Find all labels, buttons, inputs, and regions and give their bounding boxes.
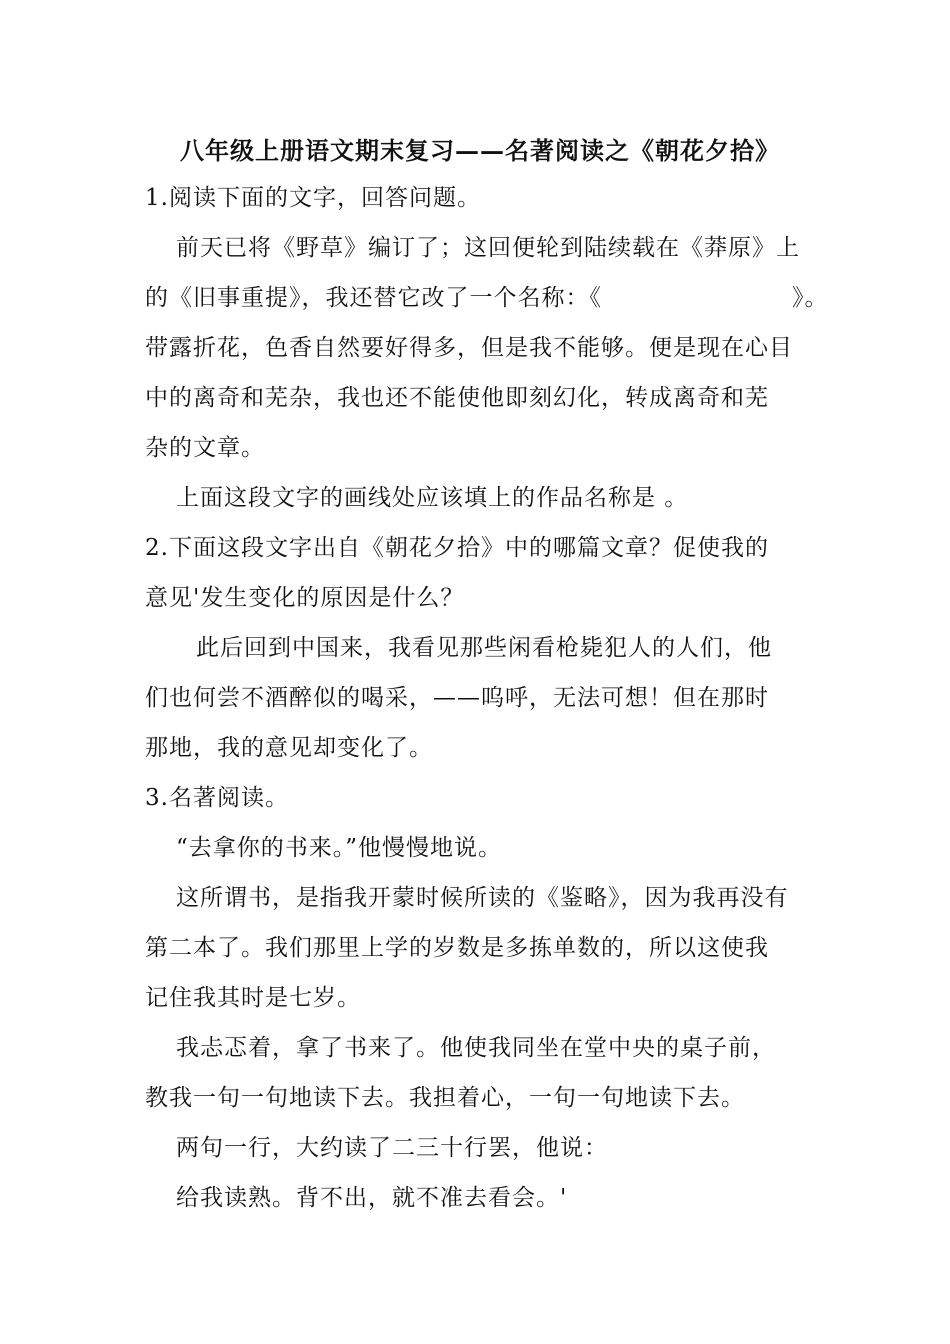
passage-1-text-end: 》。 bbox=[792, 285, 829, 311]
question-1-ask: 上面这段文字的画线处应该填上的作品名称是 。 bbox=[176, 485, 689, 511]
question-2-prompt: 意见'发生变化的原因是什么？ bbox=[145, 585, 465, 611]
passage-3-line: 第二本了。我们那里上学的岁数是多拣单数的，所以这使我 bbox=[145, 935, 769, 961]
passage-1-line: 带露折花，色香自然要好得多，但是我不能够。便是现在心目 bbox=[145, 335, 793, 361]
passage-2-line: 此后回到中国来，我看见那些闲看枪毙犯人的人们，他 bbox=[196, 635, 772, 661]
passage-2-line: 那地，我的意见却变化了。 bbox=[145, 735, 433, 761]
passage-3-line: 这所谓书，是指我开蒙时候所读的《鉴略》，因为我再没有 bbox=[176, 885, 789, 911]
passage-1-line bbox=[145, 283, 829, 313]
passage-3-line: 给我读熟。背不出，就不准去看会。' bbox=[176, 1185, 568, 1211]
passage-1-text: 的《旧事重提》，我还替它改了一个名称：《 bbox=[145, 285, 602, 311]
passage-1-line: 前天已将《野草》编订了；这回便轮到陆续载在《莽原》上 bbox=[176, 235, 800, 261]
question-1-prompt: 1.阅读下面的文字，回答问题。 bbox=[145, 185, 481, 211]
passage-3-line: 我忐忑着，拿了书来了。他使我同坐在堂中央的桌子前， bbox=[176, 1035, 776, 1061]
passage-3-line: 两句一行，大约读了二三十行罢，他说： bbox=[176, 1135, 608, 1161]
page-title: 八年级上册语文期末复习——名著阅读之《朝花夕拾》 bbox=[180, 136, 780, 165]
passage-1-line: 中的离奇和芜杂，我也还不能使他即刻幻化，转成离奇和芜 bbox=[145, 385, 769, 411]
passage-3-line: 教我一句一句地读下去。我担着心，一句一句地读下去。 bbox=[145, 1085, 745, 1111]
passage-3-line: “去拿你的书来。”他慢慢地说。 bbox=[176, 835, 503, 861]
passage-2-line: 们也何尝不酒醉似的喝采，——呜呼，无法可想！但在那时 bbox=[145, 685, 769, 711]
question-3-prompt: 3.名著阅读。 bbox=[145, 785, 289, 811]
passage-1-line: 杂的文章。 bbox=[145, 435, 265, 461]
question-2-prompt: 2.下面这段文字出自《朝花夕拾》中的哪篇文章？促使我的 bbox=[145, 535, 769, 561]
passage-3-line: 记住我其时是七岁。 bbox=[145, 985, 361, 1011]
